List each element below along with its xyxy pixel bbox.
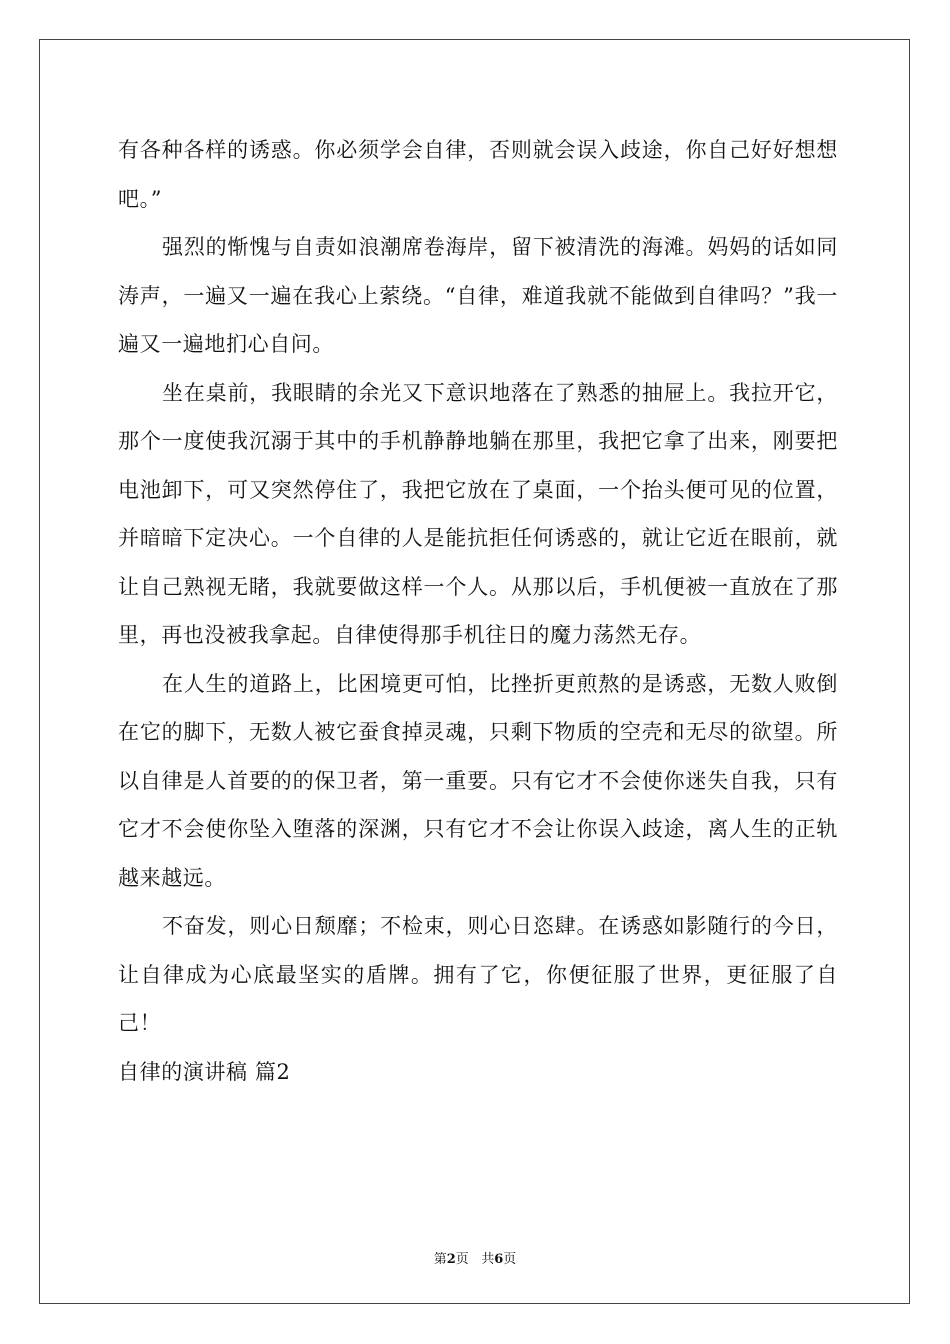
total-pages: 6 [494,1252,504,1267]
paragraph-4: 在人生的道路上，比困境更可怕，比挫折更煎熬的是诱惑，无数人败倒在它的脚下，无数人被它蚕食掉灵魂，只剩下物质的空壳和无尽的欲望。所以自律是人首要的的保卫者，第一重要。只有它才不会使你迷失自我，只有它才不会使你坠入堕落的深渊，只有它才不会让你误入歧途，离人生的正轨越来越远。 [118,671,838,890]
paragraph-3: 坐在桌前，我眼睛的余光又下意识地落在了熟悉的抽屉上。我拉开它，那个一度使我沉溺于其中的手机静静地躺在那里，我把它拿了出来，刚要把电池卸下，可又突然停住了，我把它放在了桌面，一个抬头便可见的位置，并暗暗下定决心。一个自律的人是能抗拒任何诱惑的，就让它近在眼前，就让自己熟视无睹，我就要做这样一个人。从那以后，手机便被一直放在了那里，再也没被我拿起。自律使得那手机往日的魔力荡然无存。 [118,380,838,647]
paragraph-2: 强烈的惭愧与自责如浪潮席卷海岸，留下被清洗的海滩。妈妈的话如同涛声，一遍又一遍在我心上萦绕。“自律，难道我就不能做到自律吗？”我一遍又一遍地扪心自问。 [118,235,838,356]
paragraph-5: 不奋发，则心日颓靡；不检束，则心日恣肆。在诱惑如影随行的今日，让自律成为心底最坚实的盾牌。拥有了它，你便征服了世界，更征服了自己！ [118,914,838,1035]
section-heading: 自律的演讲稿 篇2 [118,1059,291,1084]
document-body [118,126,838,1096]
paragraph-1: 有各种各样的诱惑。你必须学会自律，否则就会误入歧途，你自己好好想想吧。” [118,138,838,211]
page-suffix: 页 [455,1252,469,1267]
total-prefix: 共 [481,1252,495,1267]
page-prefix: 第 [433,1252,447,1267]
page-footer [0,1248,950,1267]
page-number: 2 [446,1252,456,1267]
total-suffix: 页 [503,1252,517,1267]
